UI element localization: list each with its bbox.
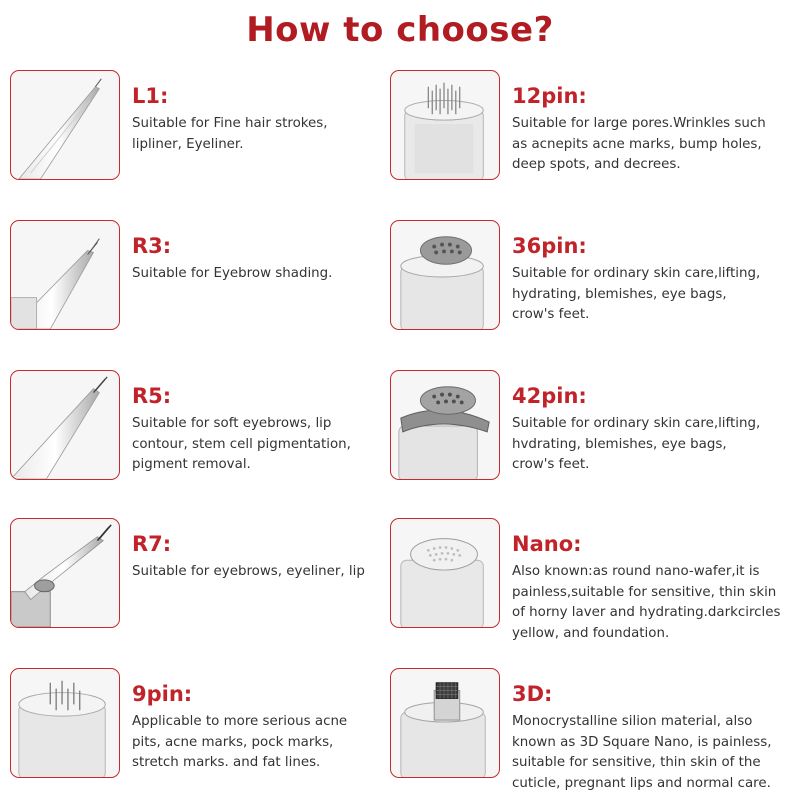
product-description: Suitable for soft eyebrows, lip contour, stem cell pigmentation, pigment removal. [132, 416, 351, 472]
product-card-r3 [10, 220, 400, 340]
product-card-12pin [390, 70, 780, 190]
l1-needle-cartridge-icon [10, 70, 120, 180]
product-name: R5: [132, 384, 172, 408]
page-title: How to choose? [246, 10, 554, 50]
product-name: 36pin: [512, 234, 587, 258]
product-name: L1: [132, 84, 169, 108]
product-card-3d [390, 668, 780, 791]
r7-needle-cartridge-icon [10, 518, 120, 628]
nano-needle-cartridge-icon [390, 518, 500, 628]
product-description: Also known:as round nano-wafer,it is painless,suitable for sensitive, thin skin of horny laver and hydrating.darkcircles yellow, and foundation. [512, 564, 781, 641]
product-card-r5 [10, 370, 400, 490]
product-card-nano [390, 518, 781, 641]
product-name: 3D: [512, 682, 553, 706]
product-name: 12pin: [512, 84, 587, 108]
product-name: R3: [132, 234, 172, 258]
product-description: Suitable for ordinary skin care,lifting, hvdrating, blemishes, eye bags, crow's feet. [512, 416, 761, 472]
product-card-l1 [10, 70, 400, 190]
product-description: Suitable for Fine hair strokes, lipliner, Eyeliner. [132, 116, 328, 152]
product-description: Monocrystalline silion material, also known as 3D Square Nano, is painless, suitable for sensitive, thin skin of the cuticle, pregnant lips and normal care. [512, 714, 772, 791]
product-card-9pin [10, 668, 400, 788]
42pin-needle-cartridge-icon [390, 370, 500, 480]
product-name: R7: [132, 532, 172, 556]
product-description: Suitable for Eyebrow shading. [132, 266, 333, 281]
product-description: Suitable for large pores.Wrinkles such as acnepits acne marks, bump holes, deep spots, and decrees. [512, 116, 766, 172]
product-description: Suitable for ordinary skin care,lifting, hydrating, blemishes, eye bags, crow's feet. [512, 266, 761, 322]
9pin-needle-cartridge-icon [10, 668, 120, 778]
product-name: 9pin: [132, 682, 193, 706]
3d-nano-needle-cartridge-icon [390, 668, 500, 778]
r5-needle-cartridge-icon [10, 370, 120, 480]
product-card-42pin [390, 370, 780, 490]
36pin-needle-cartridge-icon [390, 220, 500, 330]
product-card-36pin [390, 220, 780, 340]
product-description: Suitable for eyebrows, eyeliner, lip [132, 564, 365, 579]
r3-needle-cartridge-icon [10, 220, 120, 330]
product-description: Applicable to more serious acne pits, acne marks, pock marks, stretch marks. and fat lines. [132, 714, 348, 770]
12pin-needle-cartridge-icon [390, 70, 500, 180]
product-card-r7 [10, 518, 400, 638]
product-name: 42pin: [512, 384, 587, 408]
product-name: Nano: [512, 532, 582, 556]
